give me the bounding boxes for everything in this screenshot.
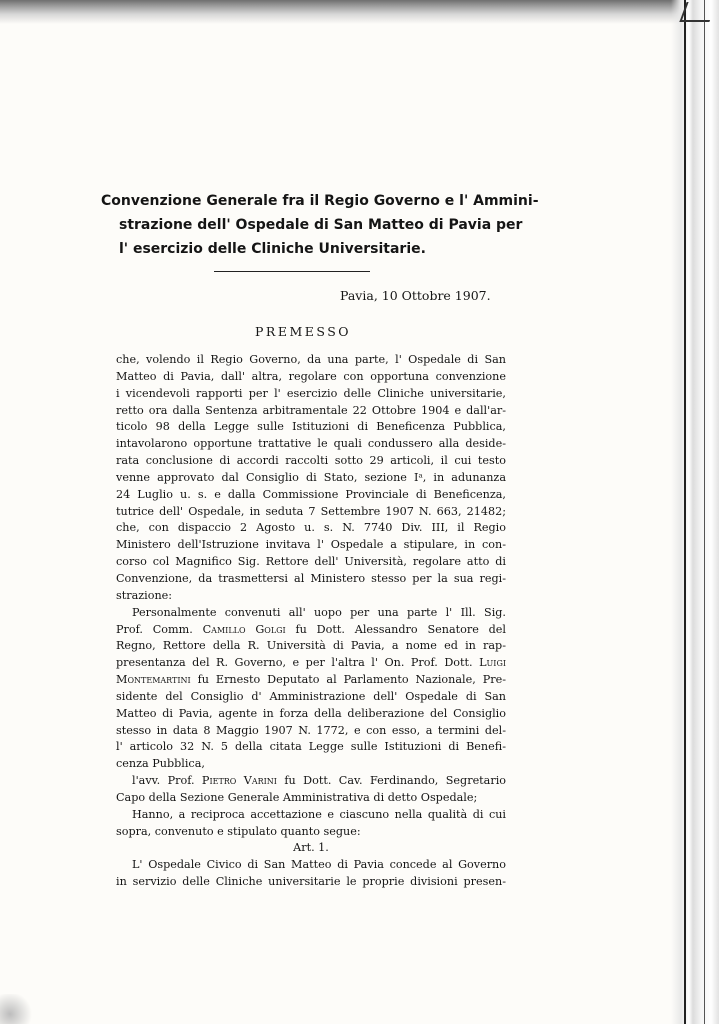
section-heading: PREMESSO bbox=[255, 324, 352, 339]
text-run: fu Dott. Alessandro Senatore del bbox=[285, 622, 506, 636]
text-line: corso col Magnifico Sig. Rettore dell' Università, regolare atto di bbox=[116, 555, 506, 569]
text-line: i vicendevoli rapporti per l' esercizio delle Cliniche universitarie, bbox=[116, 386, 506, 400]
text-line: Matteo di Pavia, dall' altra, regolare con opportuna convenzione bbox=[116, 369, 506, 383]
text-line bbox=[116, 655, 506, 672]
text-line: venne approvato dal Consiglio di Stato, sezione Iᵃ, in adunanza bbox=[116, 470, 506, 484]
article-heading: Art. 1. bbox=[293, 841, 329, 855]
text-line: Hanno, a reciproca accettazione e ciascuno nella qualità di cui bbox=[132, 807, 506, 821]
text-line bbox=[116, 622, 506, 639]
text-line: retto ora dalla Sentenza arbitramentale 22 Ottobre 1904 e dall'ar- bbox=[116, 403, 506, 417]
person-name: Camillo Golgi bbox=[202, 622, 286, 636]
text-run: fu Dott. Cav. Ferdinando, Segretario bbox=[276, 774, 507, 788]
text-line: Personalmente convenuti all' uopo per una parte l' Ill. Sig. bbox=[132, 605, 506, 619]
text-line: Regno, Rettore della R. Università di Pavia, a nome ed in rap- bbox=[116, 639, 506, 653]
text-line: rata conclusione di accordi raccolti sotto 29 articoli, il cui testo bbox=[116, 454, 506, 468]
scan-top-edge bbox=[0, 0, 719, 24]
text-line: Ministero dell'Istruzione invitava l' Ospedale a stipulare, in con- bbox=[116, 538, 506, 552]
text-line: L' Ospedale Civico di San Matteo di Pavia concede al Governo bbox=[132, 858, 506, 872]
scan-smudge bbox=[0, 994, 40, 1024]
scan-right-edge bbox=[671, 0, 719, 1024]
text-line: che, volendo il Regio Governo, da una parte, l' Ospedale di San bbox=[116, 353, 506, 366]
text-line: Convenzione, da trasmettersi al Ministero stesso per la sua regi- bbox=[116, 571, 506, 585]
text-run: Prof. Comm. bbox=[116, 622, 203, 636]
text-line: sidente del Consiglio d' Amministrazione dell' Ospedale di San bbox=[116, 689, 506, 703]
title-line: l' esercizio delle Cliniche Universitarie. bbox=[119, 241, 426, 257]
text-line: Matteo di Pavia, agente in forza della deliberazione del Consiglio bbox=[116, 706, 506, 720]
text-line: l' articolo 32 N. 5 della citata Legge sulle Istituzioni di Benefi- bbox=[116, 740, 506, 754]
text-line: Capo della Sezione Generale Amministrativa di detto Ospedale; bbox=[116, 790, 478, 804]
page-edge-line bbox=[704, 0, 705, 1024]
text-run: l'avv. Prof. bbox=[132, 774, 202, 788]
text-run: fu Ernesto Deputato al Parlamento Nazionale, Pre- bbox=[190, 673, 506, 687]
text-line: stesso in data 8 Maggio 1907 N. 1772, e con esso, a termini del- bbox=[116, 723, 506, 737]
page-edge-line bbox=[684, 0, 686, 1024]
text-line: che, con dispaccio 2 Agosto u. s. N. 7740 Div. III, il Regio bbox=[116, 521, 506, 535]
body-text bbox=[116, 352, 506, 891]
dateline: Pavia, 10 Ottobre 1907. bbox=[340, 288, 491, 303]
person-name: Luigi bbox=[479, 656, 506, 670]
title-rule bbox=[214, 271, 370, 272]
text-line bbox=[132, 773, 506, 790]
document-title bbox=[101, 189, 539, 261]
text-line: in servizio delle Cliniche universitarie le proprie divisioni presen- bbox=[116, 875, 506, 889]
title-line: strazione dell' Ospedale di San Matteo di Pavia per bbox=[119, 217, 523, 233]
text-run: presentanza del R. Governo, e per l'altra l' On. Prof. Dott. bbox=[116, 656, 480, 670]
text-line: ticolo 98 della Legge sulle Istituzioni di Beneficenza Pubblica, bbox=[116, 420, 506, 434]
text-line: strazione: bbox=[116, 588, 173, 602]
text-line: 24 Luglio u. s. e dalla Commissione Provinciale di Beneficenza, bbox=[116, 487, 506, 501]
text-line: tutrice dell' Ospedale, in seduta 7 Settembre 1907 N. 663, 21482; bbox=[116, 504, 506, 518]
text-line: intavolarono opportune trattative le quali condussero alla deside- bbox=[116, 437, 506, 451]
person-name: Pietro Varini bbox=[201, 774, 277, 788]
text-line: cenza Pubblica, bbox=[116, 757, 205, 771]
person-name: Montemartini bbox=[116, 673, 191, 687]
text-line: sopra, convenuto e stipulato quanto segue: bbox=[116, 824, 361, 838]
text-line bbox=[116, 672, 506, 689]
title-line: Convenzione Generale fra il Regio Governo e l' Ammini- bbox=[101, 193, 539, 209]
